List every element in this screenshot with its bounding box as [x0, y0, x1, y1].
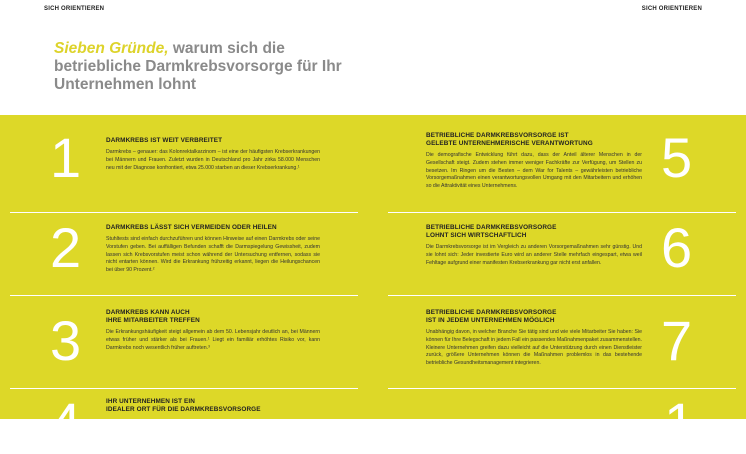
divider-right-1 — [388, 212, 736, 213]
reason-title-2: DARMKREBS LÄSST SICH VERMEIDEN ODER HEILEN — [106, 224, 277, 231]
reason-title-4: IHR UNTERNEHMEN IST EIN IDEALER ORT FÜR DIE DARMKREBSVORSORGE — [106, 398, 261, 413]
reason-text-1: Darmkrebs – genauer: das Kolonrektalkarzinom – ist eine der häufigsten Krebserkrankungen bei Männern und Frauen. Zuletzt wurden in Deutschland pro Jahr zirka 58.000 Menschen neu mit der Diagnose konfrontiert, etwa 25.000 starben an dieser Krebserkrankung.¹ — [106, 149, 320, 171]
reason-title-7: BETRIEBLICHE DARMKREBSVORSORGE IST IN JEDEM UNTERNEHMEN MÖGLICH — [426, 309, 557, 324]
reason-text-6: Die Darmkrebsvorsorge ist im Vergleich zu anderen Vorsorgemaßnahmen sehr günstig. Und sie lohnt sich: Jeder investierte Euro wird an anderer Stelle mehrfach eingespart, etwa weil Fehltage aufgrund einer manifesten Krebserkrankung gar nicht erst anfallen. — [426, 244, 642, 266]
reason-block-5 — [426, 132, 642, 191]
reason-text-3: Die Erkrankungshäufigkeit steigt allgemein ab dem 50. Lebensjahr deutlich an, bei Männern etwas früher und stärker als bei Frauen.¹ Liegt ein familiär erhöhtes Risiko vor, kann Darmkrebs noch wesentlich früher auftreten.³ — [106, 329, 320, 351]
reason-number-7: 7 — [661, 309, 693, 372]
divider-left-3 — [10, 388, 358, 389]
reason-number-4: 4 — [50, 391, 82, 454]
reason-block-2 — [106, 224, 320, 275]
divider-right-2 — [388, 295, 736, 296]
reason-title-5: BETRIEBLICHE DARMKREBSVORSORGE IST GELEBTE UNTERNEHMERISCHE VERANTWORTUNG — [426, 132, 593, 147]
reason-block-1 — [106, 137, 320, 172]
reason-title-3: DARMKREBS KANN AUCH IHRE MITARBEITER TREFFEN — [106, 309, 200, 324]
reason-number-1: 1 — [50, 126, 82, 189]
header-label-right: SICH ORIENTIEREN — [641, 6, 702, 12]
reason-title-1: DARMKREBS IST WEIT VERBREITET — [106, 137, 223, 144]
divider-left-1 — [10, 212, 358, 213]
reason-block-7 — [426, 309, 642, 368]
reason-number-6: 6 — [661, 216, 693, 279]
headline-accent: Sieben Gründe, — [54, 40, 169, 57]
reason-text-5: Die demografische Entwicklung führt dazu, dass der Anteil älterer Menschen in der Gesellschaft steigt. Zudem stehen immer weniger Fachkräfte zur Verfügung, um Stellen zu besetzen. Im Ringen um die Besten – dem War for Talents – gewährleisten betriebliche Vorsorgemaßnahmen einen verantwortungsvollen Umgang mit den Mitarbeitern und erhöhen so die Attraktivität eines Unternehmens. — [426, 152, 642, 190]
reason-number-2: 2 — [50, 216, 82, 279]
reason-block-6 — [426, 224, 642, 267]
reasons-panel — [0, 115, 746, 454]
divider-right-3 — [388, 388, 736, 389]
header-label-left: SICH ORIENTIEREN — [44, 6, 105, 12]
reason-block-3 — [106, 309, 320, 352]
reason-title-6: BETRIEBLICHE DARMKREBSVORSORGE LOHNT SICH WIRTSCHAFTLICH — [426, 224, 557, 239]
reason-number-partial: 1 — [664, 391, 696, 454]
reason-block-4 — [106, 398, 320, 418]
reason-text-7: Unabhängig davon, in welcher Branche Sie tätig sind und wie viele Mitarbeiter Sie haben: Sie können für Ihre Belegschaft in jedem Fall ein passendes Maßnahmenpaket zusammenstellen. Kleinere Unternehmen greifen dazu vielleicht auf die Unterstützung durch einen Dienstleister zurück, größere Unternehmen können die Maßnahmen problemlos in das bestehende betriebliche Gesundheitsmanagement integrieren. — [426, 329, 642, 367]
reason-text-2: Stuhltests sind einfach durchzuführen und können Hinweise auf einen Darmkrebs oder seine Vorstufen geben. Bei auffälligen Befunden schafft die Darmspiegelung Gewissheit, zudem lassen sich Krebsvorstufen meist schon während der Untersuchung entfernen, sodass sie nicht entarten können. Wird die Erkrankung frühzeitig erkannt, liegen die Heilungschancen bei über 90 Prozent.² — [106, 236, 320, 274]
reason-number-5: 5 — [661, 126, 693, 189]
page-headline — [54, 40, 354, 94]
reason-number-3: 3 — [50, 309, 82, 372]
divider-left-2 — [10, 295, 358, 296]
headline-rest: warum sich die betriebliche Darmkrebsvorsorge für Ihr Unternehmen lohnt — [54, 40, 342, 93]
